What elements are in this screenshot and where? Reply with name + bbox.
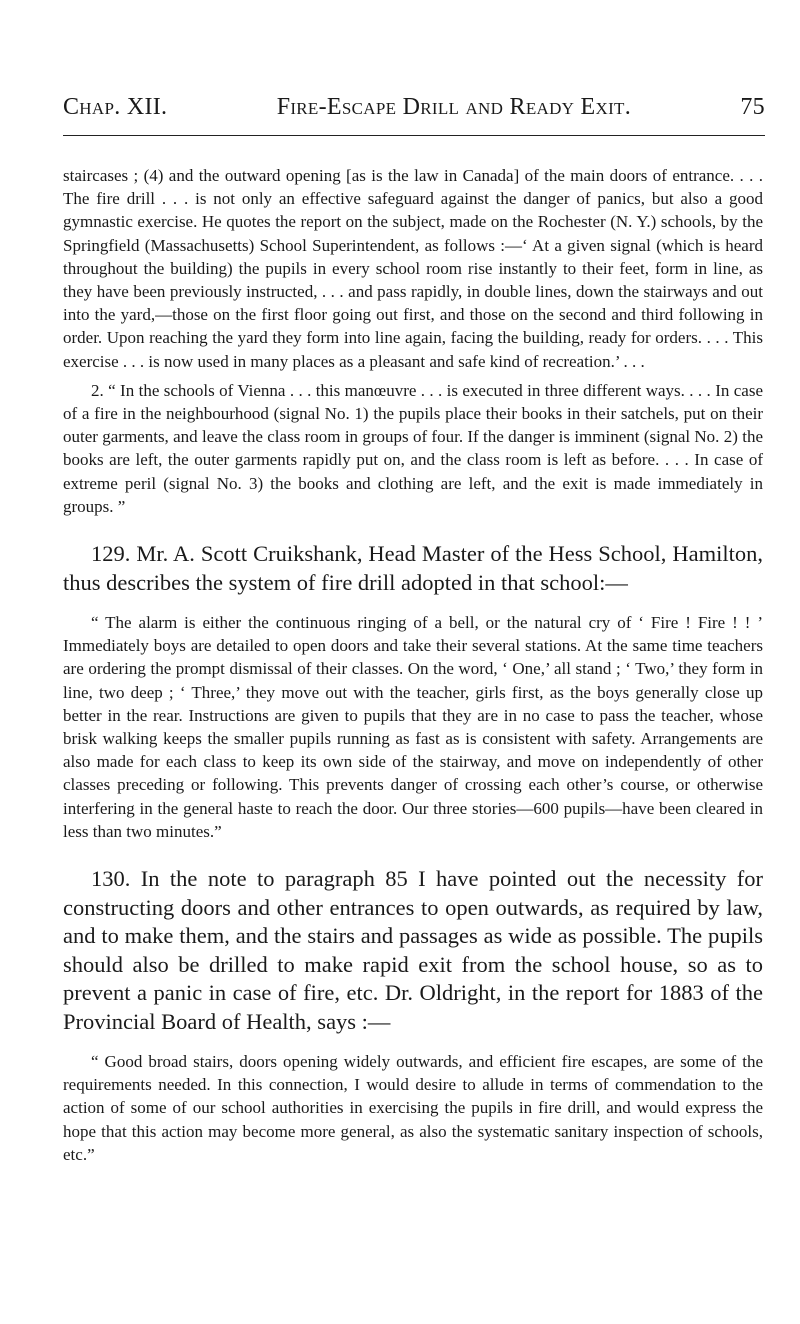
paragraph-vienna: 2. “ In the schools of Vienna . . . this manœuvre . . . is executed in three different ways. . . . In case of a fire in the neighbourhood (signal No. 1) the pupils place their books in their satchels, put on their outer garments, and leave the class room in groups of four. If the danger is imminent (signal No. 2) the books are left, the outer garments rapidly put on, and the class room is left as before. . . . In case of extreme peril (signal No. 3) the books and clothing are left, and the exit is made immediately in groups. ”: [63, 380, 763, 516]
quote-oldright: “ Good broad stairs, doors opening widely outwards, and efficient fire escapes, are some of the requirements needed. In this connection, I would desire to allude in terms of commendation to the action of some of our school authorities in exercising the pupils in fire drill, and would express the hope that this action may become more general, as also the systematic sanitary inspection of schools, etc.”: [63, 1052, 763, 1164]
page-number: 75: [740, 94, 765, 120]
paragraph-129: 129. Mr. A. Scott Cruikshank, Head Master of the Hess School, Hamilton, thus describes the system of fire drill adopted in that school:—: [63, 541, 763, 595]
page-body: [63, 164, 763, 1166]
chapter-title: Fire-Escape Drill and Ready Exit.: [276, 94, 632, 120]
book-page: [63, 94, 763, 1166]
running-header: [63, 94, 765, 136]
paragraph-continued: staircases ; (4) and the outward opening [as is the law in Canada] of the main doors of entrance. . . . The fire drill . . . is not only an effective safeguard against the danger of panics, but also a good gymnastic exercise. He quotes the report on the subject, made on the Rochester (N. Y.) schools, by the Springfield (Massachusetts) School Superintendent, as follows :—‘ At a given signal (which is heard throughout the building) the pupils in every school room rise instantly to their feet, form in line, as they have been previously instructed, . . . and pass rapidly, in double lines, down the stairways and out into the yard,—those on the first floor going out first, and those on the second and third following in order. Upon reaching the yard they form into line again, facing the building, ready for orders. . . . This exercise . . . is now used in many places as a pleasant and safe kind of recreation.’ . . .: [63, 166, 763, 371]
paragraph-130: 130. In the note to paragraph 85 I have pointed out the necessity for constructing doors and other entrances to open outwards, as required by law, and to make them, and the stairs and passages as wide as possible. The pupils should also be drilled to make rapid exit from the school house, so as to prevent a panic in case of fire, etc. Dr. Oldright, in the report for 1883 of the Provincial Board of Health, says :—: [63, 866, 763, 1034]
chapter-label: Chap. XII.: [63, 94, 168, 120]
quote-cruikshank: “ The alarm is either the continuous ringing of a bell, or the natural cry of ‘ Fire ! Fire ! ! ’ Immediately boys are detailed to open doors and take their several stations. At the same time teachers are ordering the prompt dismissal of their classes. On the word, ‘ One,’ all stand ; ‘ Two,’ they form in line, two deep ; ‘ Three,’ they move out with the teacher, girls first, as the boys generally close up better in the rear. Instructions are given to pupils that they are in no case to pass the teacher, whose brisk walking keeps the smaller pupils running as fast as is consistent with safety. Arrangements are also made for each class to keep its own side of the stairway, and move on independently of other classes preceding or following. This prevents danger of crossing each other’s course, or otherwise interfering in the general haste to reach the door. Our three stories—600 pupils—have been cleared in less than two minutes.”: [63, 613, 763, 841]
